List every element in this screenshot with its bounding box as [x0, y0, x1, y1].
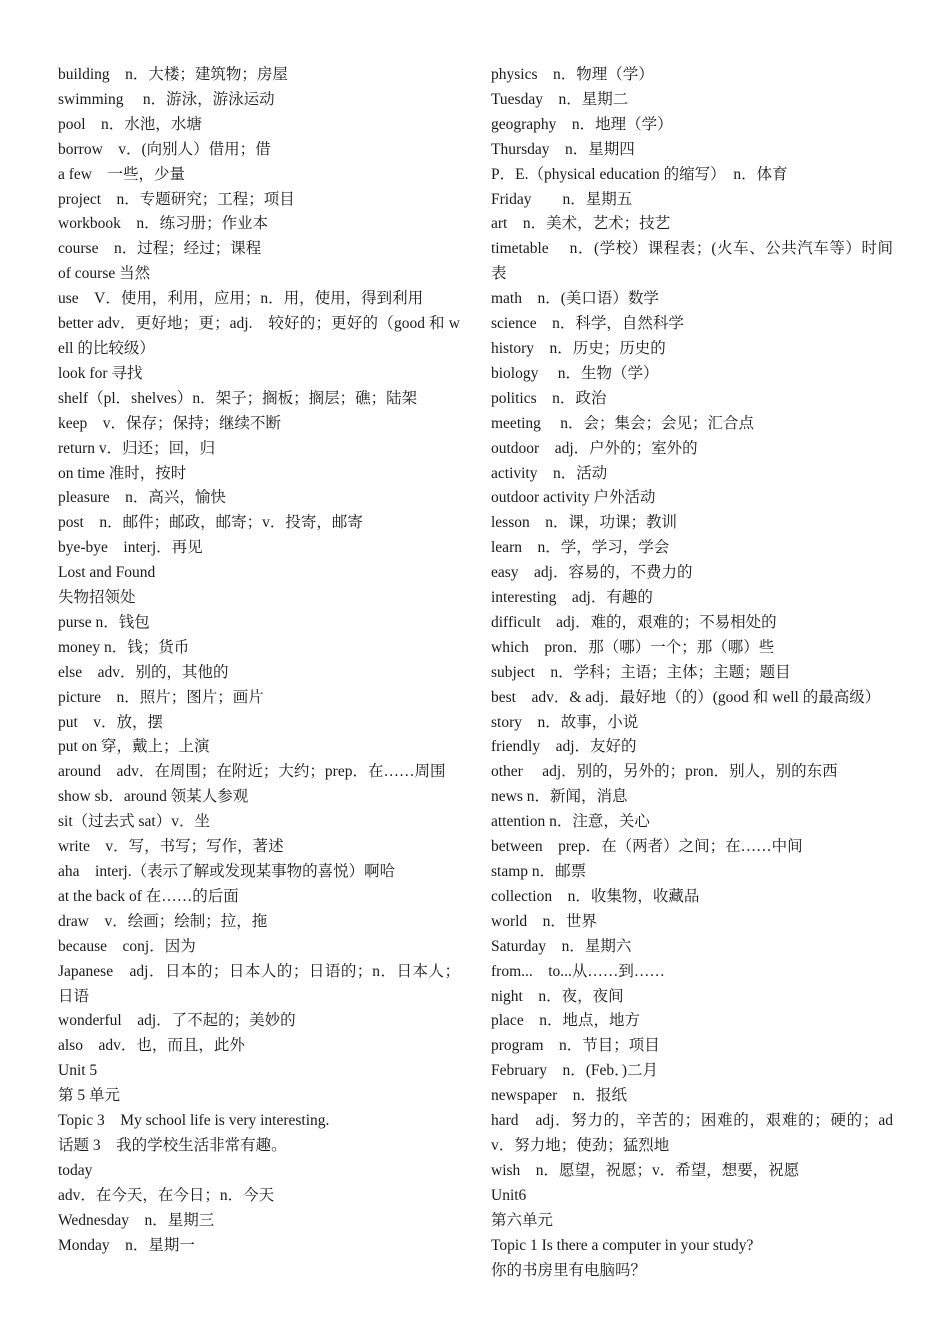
vocabulary-entry: around adv．在周围；在附近；大约；prep．在……周围 [58, 763, 446, 781]
vocabulary-entry: Wednesday n．星期三 [58, 1211, 215, 1229]
vocabulary-entry: else adv．别的，其他的 [58, 663, 229, 681]
vocabulary-entry: lesson n．课，功课；教训 [491, 514, 678, 532]
vocabulary-entry: also adv．也，而且，此外 [58, 1037, 245, 1055]
vocabulary-entry: February n．(Feb．)二月 [491, 1062, 659, 1080]
vocabulary-entry: timetable n．(学校）课程表；(火车、公共汽车等）时间表 [491, 240, 893, 283]
vocabulary-entry: between prep．在（两者）之间；在……中间 [491, 838, 803, 856]
vocabulary-entry: attention n．注意，关心 [491, 813, 650, 831]
vocabulary-entry: swimming n．游泳，游泳运动 [58, 90, 275, 108]
vocabulary-entry: write v．写，书写；写作，著述 [58, 838, 284, 856]
vocabulary-entry: subject n．学科；主语；主体；主题；题目 [491, 663, 791, 681]
vocabulary-entry: stamp n．邮票 [491, 863, 587, 880]
vocabulary-entry: best adv．& adj．最好地（的）(good 和 well 的最高级） [491, 688, 881, 706]
vocabulary-entry: physics n．物理（学） [491, 66, 654, 83]
vocabulary-entry: project n．专题研究；工程；项目 [58, 190, 295, 208]
vocabulary-entry: Topic 3 My school life is very interesting. [58, 1112, 330, 1130]
vocabulary-entry: at the back of 在……的后面 [58, 887, 239, 905]
vocabulary-entry: Lost and Found [58, 564, 156, 582]
vocabulary-entry: outdoor activity 户外活动 [491, 489, 656, 507]
vocabulary-entry: geography n．地理（学） [491, 115, 673, 133]
vocabulary-entry: science n．科学，自然科学 [491, 315, 684, 333]
vocabulary-entry: wish n．愿望，祝愿；v．希望，想要，祝愿 [491, 1161, 800, 1179]
vocabulary-entry: pool n．水池，水塘 [58, 115, 202, 133]
vocabulary-entry: workbook n．练习册；作业本 [58, 215, 269, 233]
vocabulary-entry: interesting adj．有趣的 [491, 589, 653, 607]
vocabulary-entry: Unit6 [491, 1186, 527, 1204]
vocabulary-entry: Japanese adj．日本的；日本人的；日语的；n．日本人；日语 [58, 962, 460, 1005]
vocabulary-entry: 第 5 单元 [58, 1087, 121, 1105]
vocabulary-entry: a few 一些，少量 [58, 165, 185, 183]
vocabulary-entry: Monday n．星期一 [58, 1236, 195, 1254]
vocabulary-entry: draw v．绘画；绘制；拉，拖 [58, 912, 268, 930]
vocabulary-entry: purse n．钱包 [58, 613, 150, 631]
vocabulary-entry: picture n．照片；图片；画片 [58, 688, 264, 706]
vocabulary-entry: outdoor adj．户外的；室外的 [491, 439, 698, 457]
vocabulary-entry: shelf（pl．shelves）n．架子；搁板；搁层；礁；陆架 [58, 389, 418, 407]
vocabulary-entry: collection n．收集物，收藏品 [491, 887, 700, 905]
vocabulary-entry: Thursday n．星期四 [491, 140, 635, 158]
vocabulary-entry: meeting n．会；集会；会见；汇合点 [491, 414, 755, 432]
vocabulary-entry: math n．(美口语）数学 [491, 290, 659, 308]
vocabulary-entry: P．E.（physical education 的缩写） n．体育 [491, 165, 788, 183]
vocabulary-entry: story n．故事，小说 [491, 713, 639, 731]
vocabulary-entry: aha interj.（表示了解或发现某事物的喜悦）啊哈 [58, 863, 396, 880]
vocabulary-entry: biology n．生物（学） [491, 364, 659, 382]
vocabulary-entry: keep v．保存；保持；继续不断 [58, 414, 282, 432]
vocabulary-entry: of course 当然 [58, 265, 151, 283]
vocabulary-entry: sit（过去式 sat）v．坐 [58, 813, 210, 831]
vocabulary-entry: look for 寻找 [58, 364, 143, 382]
vocabulary-entry: place n．地点，地方 [491, 1012, 640, 1030]
vocabulary-entry: borrow v．(向别人）借用；借 [58, 140, 271, 158]
vocabulary-entry: news n．新闻，消息 [491, 788, 628, 806]
vocabulary-entry: pleasure n．高兴，愉快 [58, 489, 226, 507]
vocabulary-entry: because conj．因为 [58, 937, 196, 955]
vocabulary-entry: course n．过程；经过；课程 [58, 240, 262, 258]
vocabulary-entry: Friday n．星期五 [491, 190, 633, 208]
vocabulary-entry: friendly adj．友好的 [491, 738, 637, 756]
vocabulary-column-right [491, 63, 893, 1283]
vocabulary-entry: easy adj．容易的，不费力的 [491, 564, 693, 582]
vocabulary-entry: world n．世界 [491, 912, 597, 930]
vocabulary-entry: which pron．那（哪）一个；那（哪）些 [491, 638, 775, 656]
vocabulary-entry: bye-bye interj．再见 [58, 539, 203, 557]
vocabulary-entry: program n．节目；项目 [491, 1037, 660, 1055]
vocabulary-entry: history n．历史；历史的 [491, 339, 666, 357]
vocabulary-entry: newspaper n．报纸 [491, 1087, 628, 1105]
vocabulary-entry: night n．夜，夜间 [491, 987, 624, 1005]
vocabulary-entry: return v．归还；回，归 [58, 439, 216, 457]
vocabulary-entry: better adv．更好地；更；adj. 较好的；更好的（good 和 well 的比较级） [58, 315, 460, 357]
vocabulary-entry: put on 穿，戴上；上演 [58, 738, 210, 756]
vocabulary-entry: Topic 1 Is there a computer in your study? [491, 1236, 754, 1254]
vocabulary-entry: hard adj．努力的，辛苦的；困难的，艰难的；硬的；adv．努力地；使劲；猛烈地 [491, 1112, 893, 1154]
vocabulary-entry: from... to...从……到…… [491, 962, 665, 980]
vocabulary-entry: use V．使用，利用，应用；n．用，使用，得到利用 [58, 290, 424, 308]
vocabulary-entry: 你的书房里有电脑吗？ [491, 1261, 647, 1279]
vocabulary-entry: other adj．别的，另外的；pron．别人，别的东西 [491, 763, 838, 781]
vocabulary-entry: on time 准时，按时 [58, 464, 187, 482]
vocabulary-entry: difficult adj．难的，艰难的；不易相处的 [491, 613, 777, 631]
vocabulary-entry: Saturday n．星期六 [491, 937, 632, 955]
vocabulary-entry: adv．在今天，在今日；n．今天 [58, 1186, 275, 1204]
vocabulary-entry: building n．大楼；建筑物；房屋 [58, 66, 288, 83]
vocabulary-entry: post n．邮件；邮政，邮寄；v．投寄，邮寄 [58, 514, 363, 532]
vocabulary-entry: 失物招领处 [58, 589, 136, 607]
vocabulary-entry: today [58, 1161, 93, 1179]
vocabulary-entry: Unit 5 [58, 1062, 98, 1080]
vocabulary-entry: art n．美术，艺术；技艺 [491, 215, 671, 233]
vocabulary-entry: politics n．政治 [491, 389, 607, 407]
vocabulary-entry: 第六单元 [491, 1211, 554, 1229]
vocabulary-column-left [58, 63, 460, 1259]
vocabulary-entry: wonderful adj．了不起的；美妙的 [58, 1012, 296, 1030]
vocabulary-entry: Tuesday n．星期二 [491, 90, 629, 108]
vocabulary-entry: put v．放，摆 [58, 713, 164, 731]
vocabulary-entry: learn n．学，学习，学会 [491, 539, 670, 557]
vocabulary-entry: 话题 3 我的学校生活非常有趣。 [58, 1136, 287, 1154]
vocabulary-entry: show sb．around 领某人参观 [58, 788, 249, 806]
vocabulary-entry: activity n．活动 [491, 464, 608, 482]
vocabulary-entry: money n．钱；货币 [58, 638, 190, 656]
